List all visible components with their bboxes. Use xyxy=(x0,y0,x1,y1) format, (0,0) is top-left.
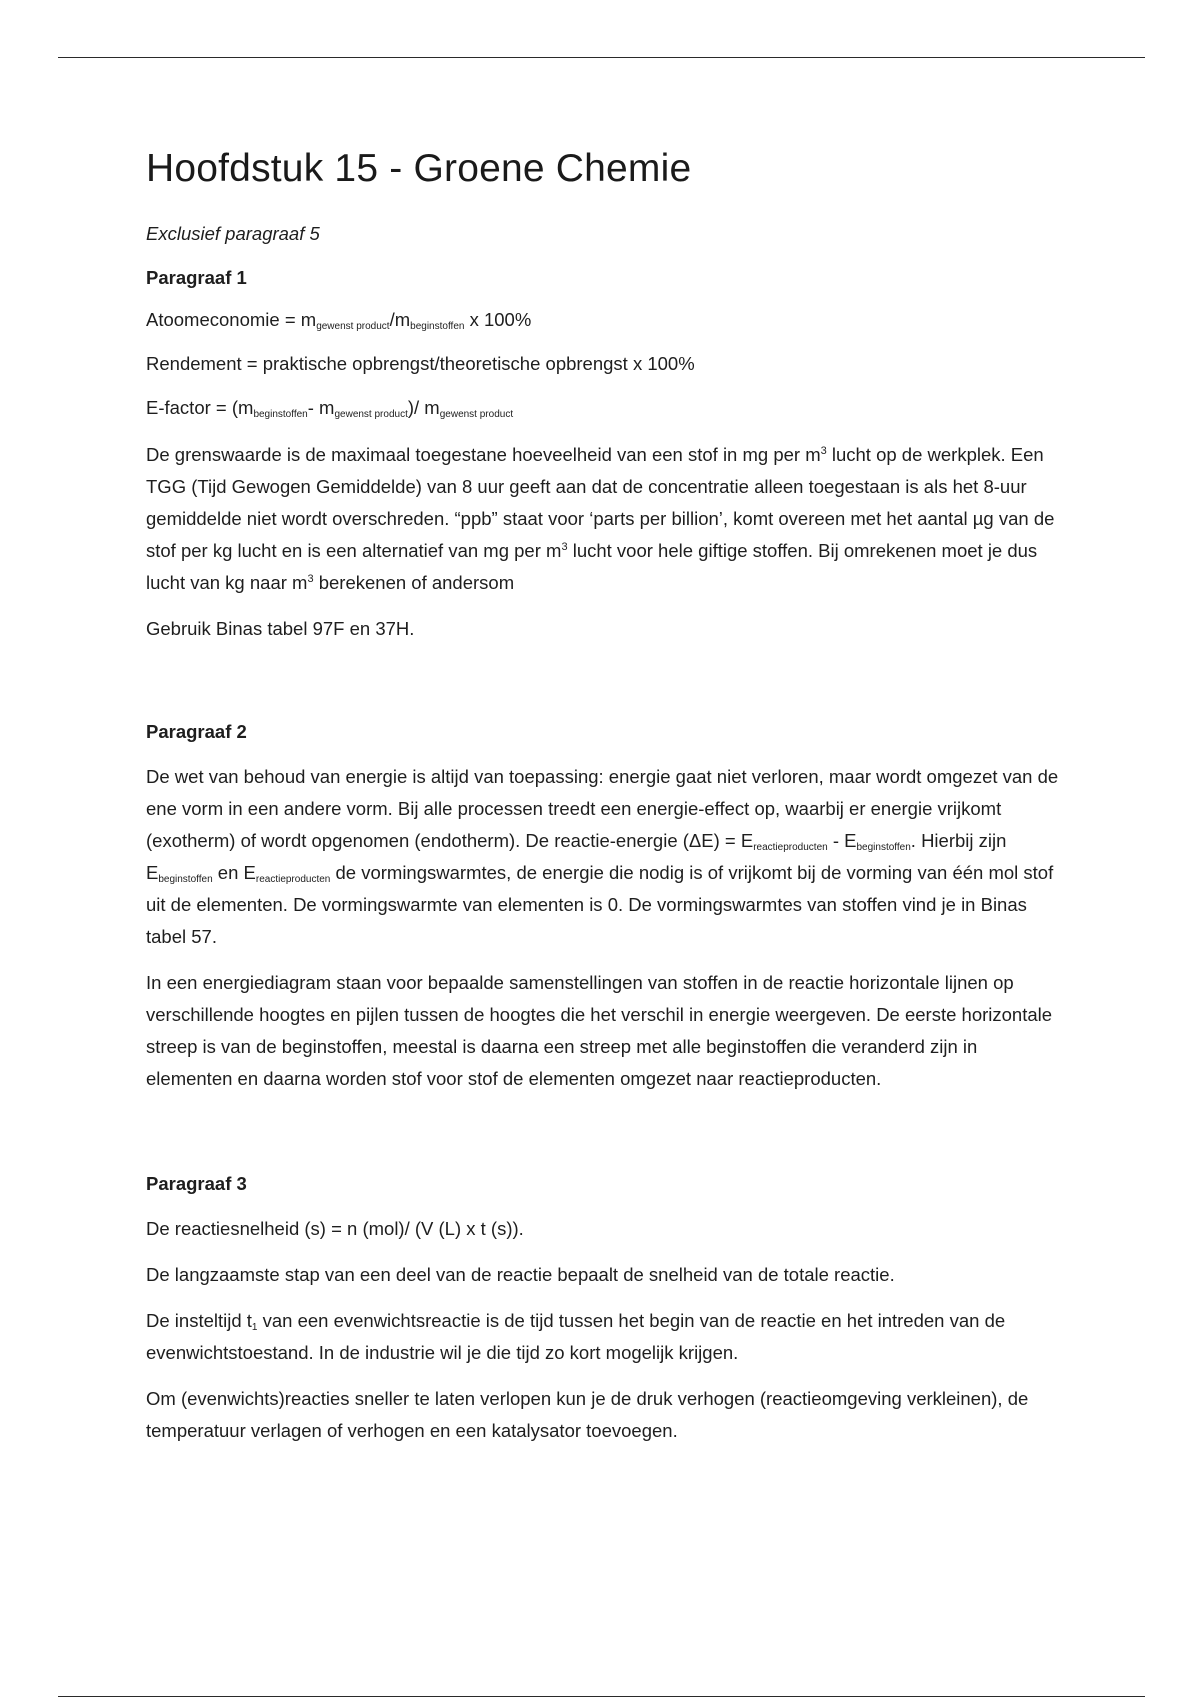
insteltijd-paragraph: De insteltijd $t_1$ van een evenwichtsreactie is de tijd tussen het begin van de reactie en het intreden van de evenwichtstoestand. In de industrie wil je die tijd zo kort mogelijk krijgen. xyxy=(146,1310,1006,1364)
grenswaarde-paragraph: De grenswaarde is de maximaal toegestane hoeveelheid van een stof in mg per $m^3$ lucht op de werkplek. Een TGG (Tijd Gewogen Gemiddelde) van 8 uur geeft aan dat de concentratie alleen toegestaan is als het 8-uur gemiddelde niet wordt overschreden. “ppb” staat voor ‘parts per billion’, komt overeen met het aantal µg van de stof per kg lucht en is een alternatief van mg per $m^3$ lucht voor hele giftige stoffen. Bij omrekenen moet je dus lucht van kg naar $m^3$ berekenen of andersom xyxy=(146,443,1055,593)
e-factor-formula: E-factor = ($m_{beginstoffen}-$ $m_{gewenst product})/$ $m_{gewenst product}$ xyxy=(146,396,514,420)
rendement-formula: Rendement = praktische opbrengst/theoretische opbrengst x 100% xyxy=(146,352,695,374)
top-rule xyxy=(58,57,1145,58)
sneller-verlopen-paragraph: Om (evenwichts)reacties sneller te laten verlopen kun je de druk verhogen (reactieomgeving verkleinen), de temperatuur verlagen of verhogen en een katalysator toevoegen. xyxy=(146,1388,1029,1442)
section-heading: Paragraaf 1 xyxy=(146,266,247,288)
binas-paragraph: Gebruik Binas tabel 97F en 37H. xyxy=(146,617,415,639)
section-heading: Paragraaf 2 xyxy=(146,720,247,742)
section-paragraaf-2 xyxy=(146,721,1061,1095)
subtitle: Exclusief paragraaf 5 xyxy=(146,222,320,244)
atoomeconomie-formula: Atoomeconomie = $m_{gewenst product}/m_{beginstoffen}$ x 100% xyxy=(146,308,532,332)
energie-paragraph: De wet van behoud van energie is altijd van toepassing: energie gaat niet verloren, maar wordt omgezet van de ene vorm in een andere vorm. Bij alle processen treedt een energie-effect op, waarbij er energie vrijkomt (exotherm) of wordt opgenomen (endotherm). De reactie-energie $(\Delta E) = E_{reactieproducten} - E_{beginstoffen}$. Hierbij zijn $E_{beginstoffen}$ en $E_{reactieproducten}$ de vormingswarmtes, de energie die nodig is of vrijkomt bij de vorming van één mol stof uit de elementen. De vormingswarmte van elementen is 0. De vormingswarmtes van stoffen vind je in Binas tabel 57. xyxy=(146,766,1059,948)
section-heading: Paragraaf 3 xyxy=(146,1173,247,1195)
reactiesnelheid-paragraph: De reactiesnelheid (s) = n (mol)/ (V (L) x t (s)). xyxy=(146,1218,524,1240)
langzaamste-stap-paragraph: De langzaamste stap van een deel van de reactie bepaalt de snelheid van de totale reactie. xyxy=(146,1264,895,1286)
section-paragraaf-1 xyxy=(146,267,1061,645)
bottom-rule xyxy=(58,1696,1145,1697)
section-paragraaf-3 xyxy=(146,1173,1061,1447)
document-page xyxy=(146,146,1061,1461)
page-title: Hoofdstuk 15 - Groene Chemie xyxy=(146,147,692,190)
energiediagram-paragraph: In een energiediagram staan voor bepaalde samenstellingen van stoffen in de reactie horizontale lijnen op verschillende hoogtes en pijlen tussen de hoogtes die het verschil in energie weergeven. De eerste horizontale streep is van de beginstoffen, meestal is daarna een streep met alle beginstoffen die veranderd zijn in elementen en daarna worden stof voor stof de elementen omgezet naar reactieproducten. xyxy=(146,972,1053,1090)
